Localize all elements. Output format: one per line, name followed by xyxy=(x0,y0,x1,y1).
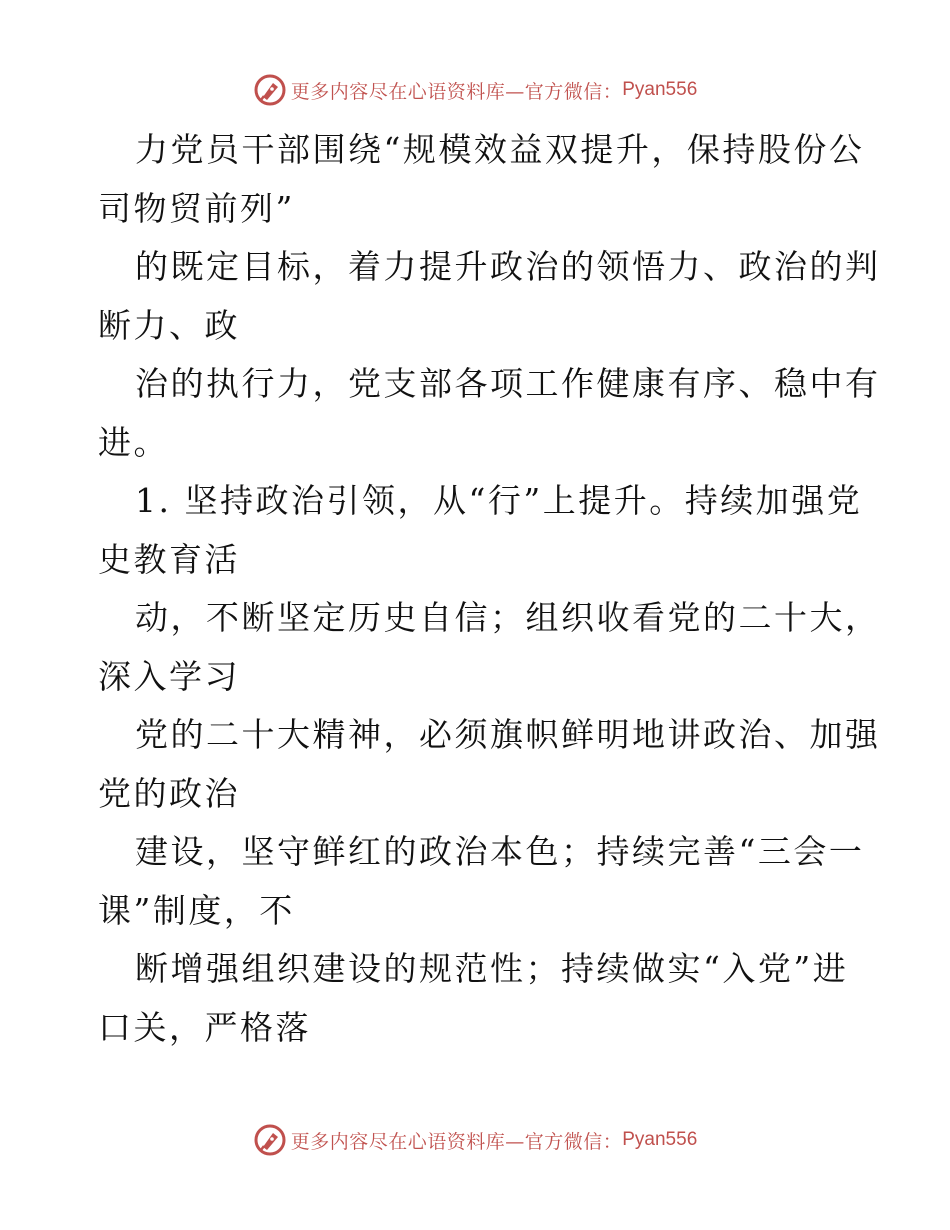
footer-watermark xyxy=(0,1120,950,1160)
text-line: 深入学习 xyxy=(98,656,240,696)
header-watermark-text: 更多内容尽在心语资料库—官方微信： xyxy=(290,80,623,103)
text-line: 史教育活 xyxy=(98,539,240,579)
text-line: 党的二十大精神，必须旗帜鲜明地讲政治、加强 xyxy=(135,715,881,754)
text-line: 的既定目标，着力提升政治的领悟力、政治的判 xyxy=(135,247,881,286)
text-line: 建设，坚守鲜红的政治本色；持续完善“三会一 xyxy=(135,832,865,871)
text-line: 课”制度，不 xyxy=(98,890,295,930)
text-line: 司物贸前列” xyxy=(98,188,295,228)
text-line: 治的执行力，党支部各项工作健康有序、稳中有 xyxy=(135,364,881,403)
footer-watermark-id: Pyan556 xyxy=(622,1129,698,1150)
text-line: 党的政治 xyxy=(98,773,240,813)
pen-nib-logo-icon xyxy=(253,73,287,107)
footer-watermark-text: 更多内容尽在心语资料库—官方微信： xyxy=(290,1130,623,1153)
text-line: 动，不断坚定历史自信；组织收看党的二十大， xyxy=(135,598,881,637)
text-line: 1. 坚持政治引领，从“行”上提升。持续加强党 xyxy=(135,481,863,520)
document-body xyxy=(98,121,881,1057)
text-line: 断增强组织建设的规范性；持续做实“入党”进 xyxy=(135,949,849,988)
pen-nib-logo-icon xyxy=(253,1123,287,1157)
text-line: 力党员干部围绕“规模效益双提升，保持股份公 xyxy=(135,130,865,169)
text-line: 口关，严格落 xyxy=(98,1007,311,1047)
text-line: 进。 xyxy=(98,422,169,462)
header-watermark xyxy=(0,70,950,110)
header-watermark-id: Pyan556 xyxy=(622,79,698,100)
text-line: 断力、政 xyxy=(98,305,240,345)
